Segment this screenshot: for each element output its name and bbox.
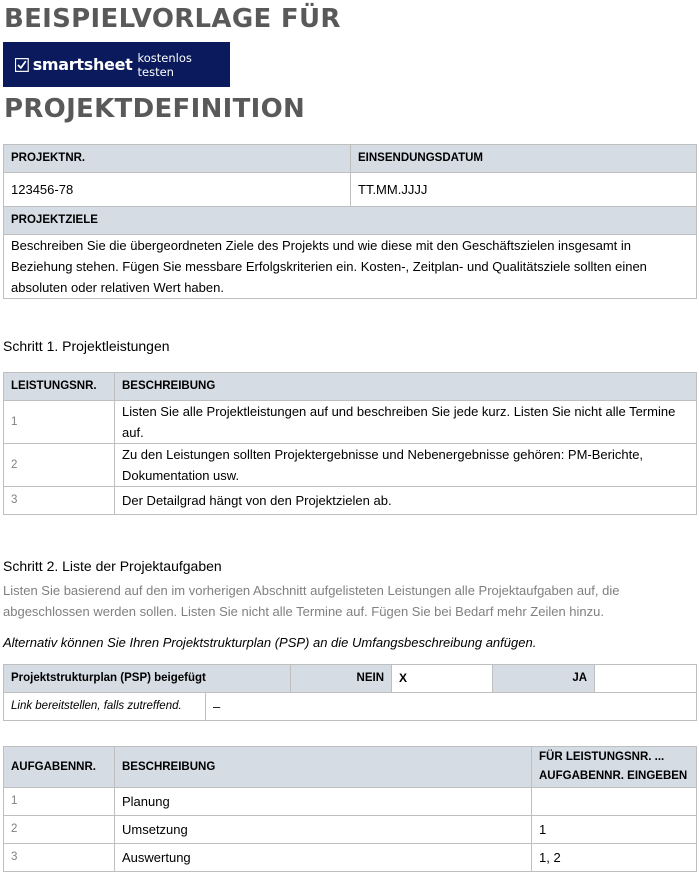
- ja-value[interactable]: [595, 665, 697, 693]
- leistungsnr-ref-header-line1: FÜR LEISTUNGSNR. ...: [539, 751, 665, 763]
- page-title-line1: BEISPIELVORLAGE FÜR: [4, 4, 341, 34]
- projektziele-text[interactable]: Beschreiben Sie die übergeordneten Ziele des Projekts und wie diese mit den Geschäftszielen insgesamt in Beziehung stehen. Fügen Sie messbare Erfolgskriterien ein. Kosten-, Zeitplan- und Qualitätsziele sollten einen absoluten oder relativen Wert haben.: [4, 235, 697, 299]
- deliverables-table: [3, 372, 697, 515]
- ja-label: JA: [493, 665, 595, 693]
- tasks-table: [3, 746, 697, 872]
- step2-alternative-note: Alternativ können Sie Ihren Projektstrukturplan (PSP) an die Umfangsbeschreibung anfügen.: [3, 635, 537, 650]
- beschreibung-header: BESCHREIBUNG: [115, 373, 697, 401]
- psp-label: Projektstrukturplan (PSP) beigefügt: [4, 665, 291, 693]
- leistungsnr-ref-cell[interactable]: 1: [532, 816, 697, 844]
- smartsheet-logo-button[interactable]: [3, 42, 230, 87]
- beschreibung-cell[interactable]: Listen Sie alle Projektleistungen auf und beschreiben Sie jede kurz. Listen Sie nicht alle Termine auf.: [115, 401, 697, 444]
- table-row: [4, 816, 697, 844]
- projektziele-label: PROJEKTZIELE: [4, 207, 697, 235]
- logo-name: smartsheet: [32, 55, 133, 74]
- table-row: [4, 788, 697, 816]
- table-row: [4, 444, 697, 487]
- leistungsnr-cell[interactable]: 1: [4, 401, 115, 444]
- einsendungsdatum-label: EINSENDUNGSDATUM: [351, 145, 697, 173]
- table-row: [4, 401, 697, 444]
- step1-heading: Schritt 1. Projektleistungen: [3, 338, 170, 354]
- aufgabe-beschreibung-cell[interactable]: Planung: [115, 788, 532, 816]
- projektnr-label: PROJEKTNR.: [4, 145, 351, 173]
- beschreibung-cell[interactable]: Zu den Leistungen sollten Projektergebnisse und Nebenergebnisse gehören: PM-Berichte, Dokumentation usw.: [115, 444, 697, 487]
- table-row: [4, 487, 697, 515]
- project-info-table: [3, 144, 697, 299]
- leistungsnr-header: LEISTUNGSNR.: [4, 373, 115, 401]
- projektnr-value[interactable]: 123456-78: [4, 173, 351, 207]
- leistungsnr-ref-cell[interactable]: [532, 788, 697, 816]
- aufgabe-beschreibung-cell[interactable]: Umsetzung: [115, 816, 532, 844]
- leistungsnr-ref-header: [532, 747, 697, 788]
- link-value[interactable]: –: [206, 693, 697, 721]
- beschreibung-header: BESCHREIBUNG: [115, 747, 532, 788]
- aufgabennr-header: AUFGABENNR.: [4, 747, 115, 788]
- nein-value[interactable]: X: [392, 665, 493, 693]
- nein-label: NEIN: [291, 665, 392, 693]
- aufgabennr-cell[interactable]: 2: [4, 816, 115, 844]
- beschreibung-cell[interactable]: Der Detailgrad hängt von den Projektzielen ab.: [115, 487, 697, 515]
- smartsheet-check-icon: [15, 58, 29, 72]
- link-label: Link bereitstellen, falls zutreffend.: [4, 693, 206, 721]
- psp-table: [3, 664, 697, 721]
- leistungsnr-cell[interactable]: 2: [4, 444, 115, 487]
- table-row: [4, 844, 697, 872]
- page-title-line2: PROJEKTDEFINITION: [4, 94, 306, 124]
- aufgabennr-cell[interactable]: 1: [4, 788, 115, 816]
- leistungsnr-ref-header-line2: AUFGABENNR. EINGEBEN: [539, 770, 688, 782]
- einsendungsdatum-value[interactable]: TT.MM.JJJJ: [351, 173, 697, 207]
- aufgabe-beschreibung-cell[interactable]: Auswertung: [115, 844, 532, 872]
- step2-instructions: Listen Sie basierend auf den im vorherigen Abschnitt aufgelisteten Leistungen alle Projektaufgaben auf, die abgeschlossen werden sollen. Listen Sie nicht alle Termine auf. Fügen Sie bei Bedarf mehr Zeilen hinzu.: [3, 583, 620, 619]
- step2-heading: Schritt 2. Liste der Projektaufgaben: [3, 558, 222, 574]
- leistungsnr-ref-cell[interactable]: 1, 2: [532, 844, 697, 872]
- aufgabennr-cell[interactable]: 3: [4, 844, 115, 872]
- leistungsnr-cell[interactable]: 3: [4, 487, 115, 515]
- logo-tagline: kostenlos testen: [137, 50, 192, 79]
